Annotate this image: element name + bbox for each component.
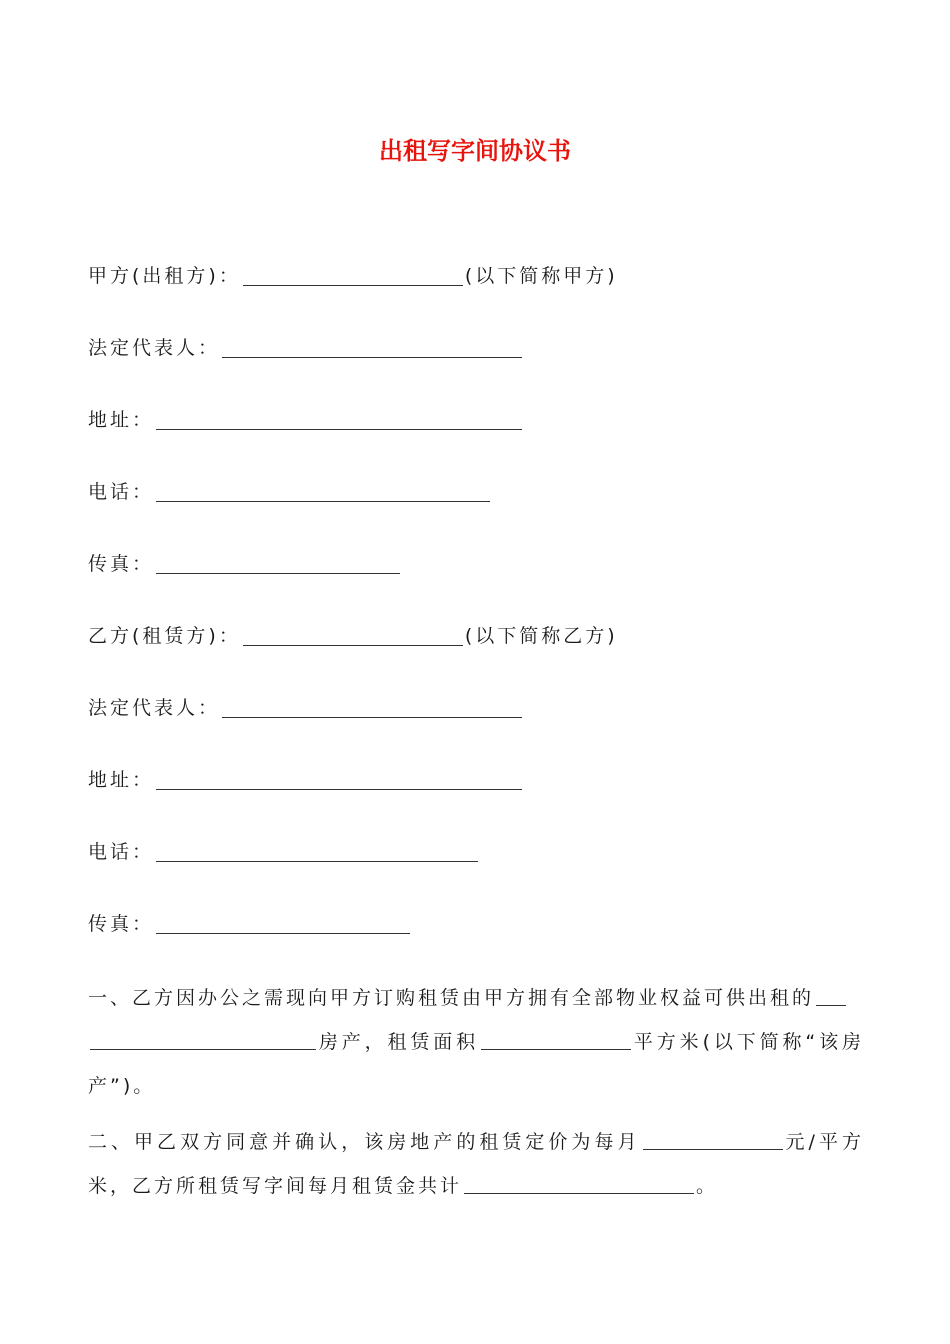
party-b-fax-row xyxy=(88,910,412,938)
clause-1 xyxy=(88,976,864,1108)
party-b-name-blank[interactable] xyxy=(243,623,463,646)
party-b-rep-label: 法定代表人： xyxy=(88,697,221,719)
clause-2-text-a: 二、甲乙双方同意并确认，该房地产的租赁定价为每月 xyxy=(88,1131,641,1153)
party-a-name-blank[interactable] xyxy=(243,263,463,286)
clause-1-text-c: 平方米(以下简称“该房产”)。 xyxy=(88,1031,864,1097)
party-b-name-suffix: (以下简称乙方) xyxy=(464,625,618,647)
clause-2-price-blank[interactable] xyxy=(643,1129,783,1150)
party-b-fax-label: 传真： xyxy=(88,913,155,935)
party-a-rep-blank[interactable] xyxy=(222,335,522,358)
clause-2 xyxy=(88,1120,864,1208)
party-b-fax-blank[interactable] xyxy=(156,911,410,934)
party-a-address-blank[interactable] xyxy=(156,407,522,430)
party-a-name-suffix: (以下简称甲方) xyxy=(464,265,618,287)
party-a-address-label: 地址： xyxy=(88,409,155,431)
party-b-address-row xyxy=(88,766,524,794)
clause-1-text-b: 房产，租赁面积 xyxy=(318,1031,480,1053)
party-a-phone-label: 电话： xyxy=(88,481,155,503)
party-a-fax-label: 传真： xyxy=(88,553,155,575)
party-a-rep-row xyxy=(88,334,524,362)
clause-2-text-b: 元/平方米，乙方所租赁写字间每月租赁金共计 xyxy=(88,1131,864,1197)
party-b-phone-label: 电话： xyxy=(88,841,155,863)
party-a-phone-row xyxy=(88,478,492,506)
party-a-fax-blank[interactable] xyxy=(156,551,400,574)
clause-1-text-a: 一、乙方因办公之需现向甲方订购租赁由甲方拥有全部物业权益可供出租的 xyxy=(88,987,815,1009)
party-b-phone-row xyxy=(88,838,480,866)
document-title: 出租写字间协议书 xyxy=(379,137,571,165)
party-b-address-label: 地址： xyxy=(88,769,155,791)
party-a-rep-label: 法定代表人： xyxy=(88,337,221,359)
party-b-address-blank[interactable] xyxy=(156,767,522,790)
clause-1-property-blank-start[interactable] xyxy=(816,985,846,1006)
clause-2-text-c: 。 xyxy=(696,1175,719,1197)
party-a-name-row xyxy=(88,262,618,290)
party-b-name-label: 乙方(租赁方)： xyxy=(88,625,241,647)
party-b-rep-blank[interactable] xyxy=(222,695,522,718)
party-b-phone-blank[interactable] xyxy=(156,839,478,862)
party-a-phone-blank[interactable] xyxy=(156,479,490,502)
party-a-name-label: 甲方(出租方)： xyxy=(88,265,241,287)
party-b-rep-row xyxy=(88,694,524,722)
clause-1-property-blank[interactable] xyxy=(90,1029,316,1050)
party-b-name-row xyxy=(88,622,618,650)
party-a-address-row xyxy=(88,406,524,434)
party-a-fax-row xyxy=(88,550,402,578)
clause-2-total-blank[interactable] xyxy=(464,1173,694,1194)
clause-1-area-blank[interactable] xyxy=(481,1029,631,1050)
